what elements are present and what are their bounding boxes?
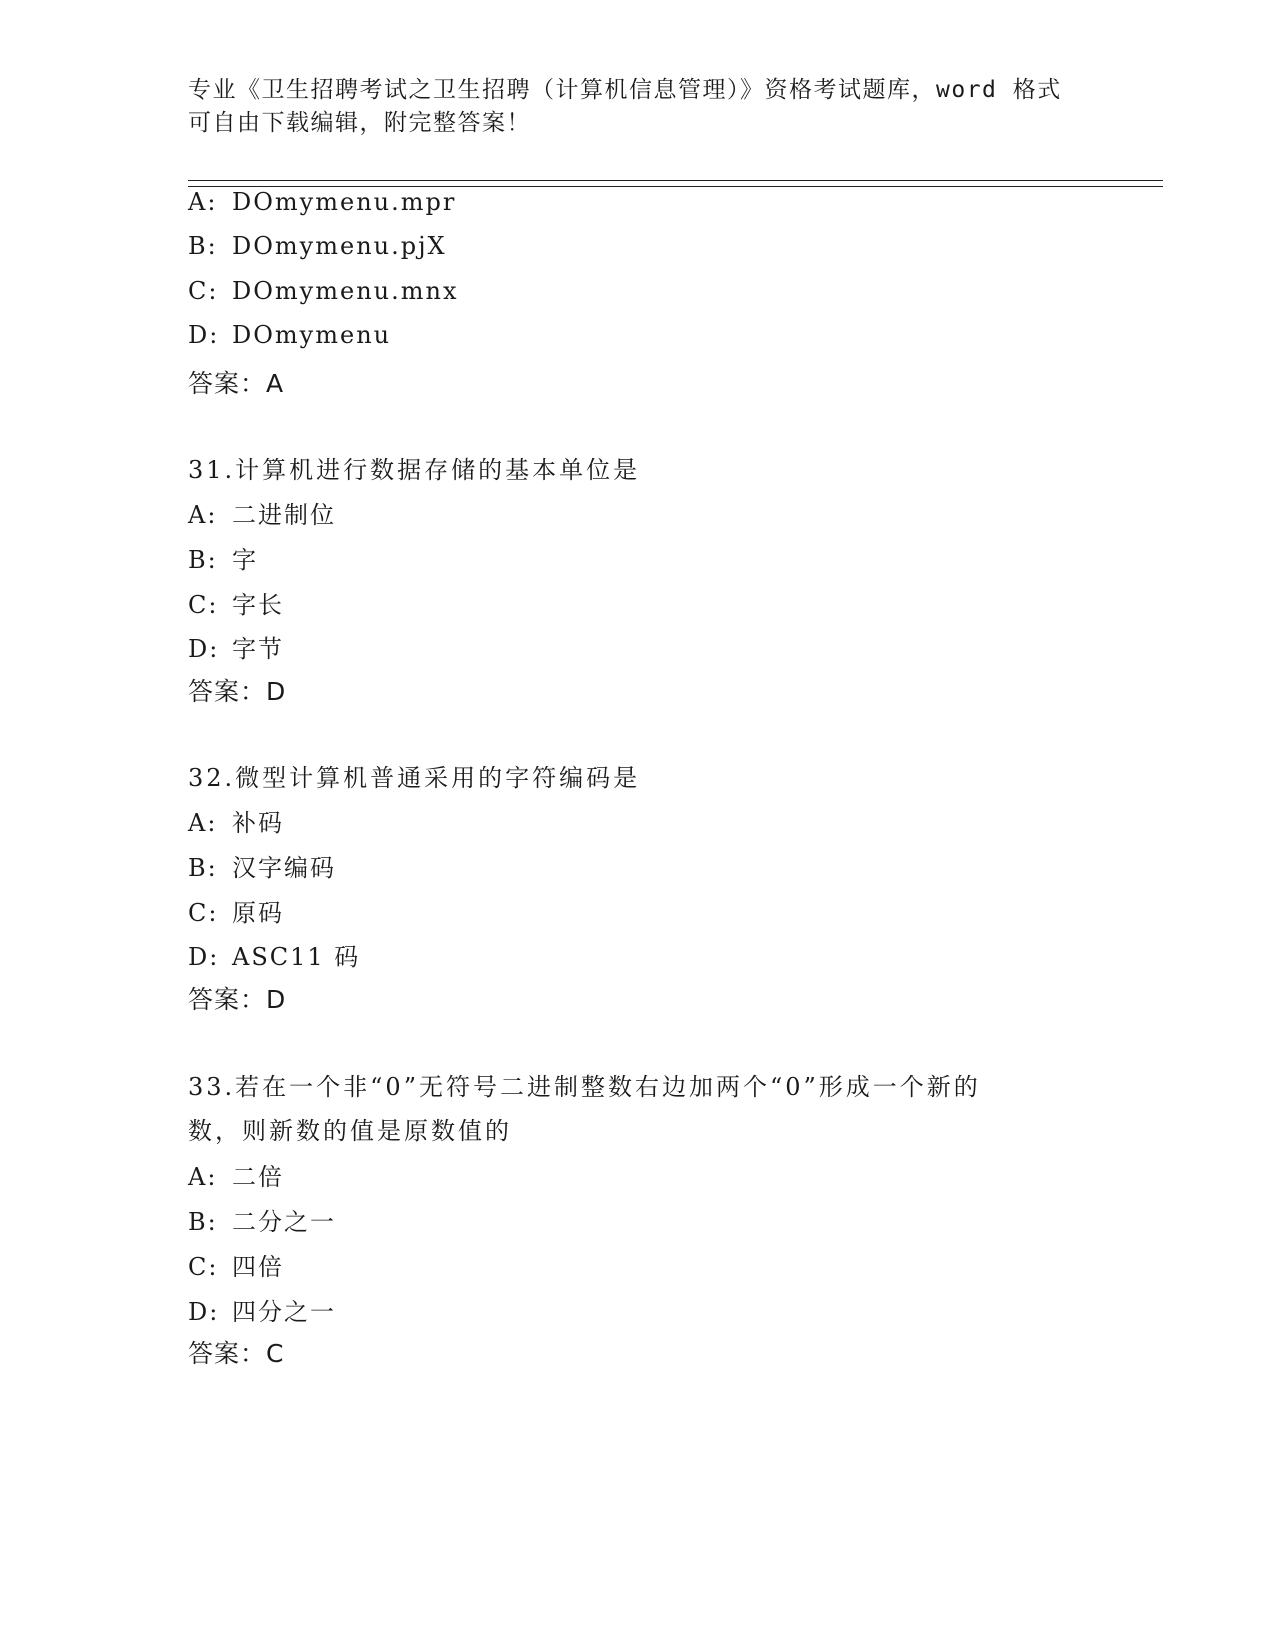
option-text: 二倍 — [232, 1163, 284, 1191]
option-label: C: — [188, 899, 219, 927]
option-label: D: — [188, 321, 220, 349]
option-text: 字长 — [232, 591, 284, 619]
option-text: 字 — [232, 546, 258, 574]
option-label: B: — [188, 1208, 218, 1236]
option-text: 汉字编码 — [232, 854, 336, 882]
option-c — [188, 1247, 284, 1282]
option-label: B: — [188, 854, 218, 882]
option-a — [188, 188, 456, 216]
option-label: D: — [188, 635, 220, 663]
option-d — [188, 1292, 336, 1327]
header-line-2: 可自由下载编辑，附完整答案！ — [188, 110, 531, 136]
header-divider-bottom — [188, 186, 1163, 187]
header-line-1: 专业《卫生招聘考试之卫生招聘（计算机信息管理）》资格考试题库，word 格式 — [188, 77, 1062, 103]
answer-line: 答案：C — [188, 1339, 285, 1368]
option-label: B: — [188, 546, 218, 574]
document-header — [188, 74, 1088, 140]
question-33-line-2: 数，则新数的值是原数值的 — [188, 1117, 512, 1145]
option-b — [188, 1202, 336, 1237]
option-text: DOmymenu — [232, 321, 392, 349]
option-label: B: — [188, 232, 218, 260]
option-label: A: — [188, 188, 218, 216]
option-b — [188, 540, 258, 575]
question-33-line-1: 33.若在一个非“0”无符号二进制整数右边加两个“0”形成一个新的 — [188, 1073, 981, 1101]
option-a — [188, 495, 336, 530]
option-b — [188, 848, 336, 883]
option-text: DOmymenu.mpr — [232, 188, 457, 216]
answer-line: 答案：A — [188, 369, 285, 398]
option-label: A: — [188, 1163, 218, 1191]
option-c — [188, 893, 284, 928]
option-text: ASC11 码 — [232, 943, 361, 971]
option-a — [188, 1157, 284, 1192]
option-text: DOmymenu.pjX — [232, 232, 447, 260]
option-text: 原码 — [232, 899, 284, 927]
option-d — [188, 321, 391, 349]
answer-line: 答案：D — [188, 985, 287, 1014]
option-text: 补码 — [232, 809, 284, 837]
option-label: C: — [188, 277, 219, 305]
option-c — [188, 585, 284, 620]
option-d — [188, 937, 360, 972]
option-label: D: — [188, 943, 220, 971]
option-label: A: — [188, 501, 218, 529]
option-a — [188, 803, 284, 838]
option-d — [188, 629, 284, 664]
option-text: 四分之一 — [232, 1298, 336, 1326]
option-c — [188, 277, 459, 305]
option-text: 四倍 — [232, 1253, 284, 1281]
option-b — [188, 232, 447, 260]
option-label: C: — [188, 591, 219, 619]
question-31: 31.计算机进行数据存储的基本单位是 — [188, 456, 641, 484]
option-label: C: — [188, 1253, 219, 1281]
option-text: 二分之一 — [232, 1208, 336, 1236]
option-text: 字节 — [232, 635, 284, 663]
question-32: 32.微型计算机普通采用的字符编码是 — [188, 764, 641, 792]
option-label: D: — [188, 1298, 220, 1326]
option-label: A: — [188, 809, 218, 837]
answer-line: 答案：D — [188, 677, 287, 706]
header-divider-top — [188, 180, 1163, 181]
option-text: 二进制位 — [232, 501, 336, 529]
option-text: DOmymenu.mnx — [232, 277, 459, 305]
